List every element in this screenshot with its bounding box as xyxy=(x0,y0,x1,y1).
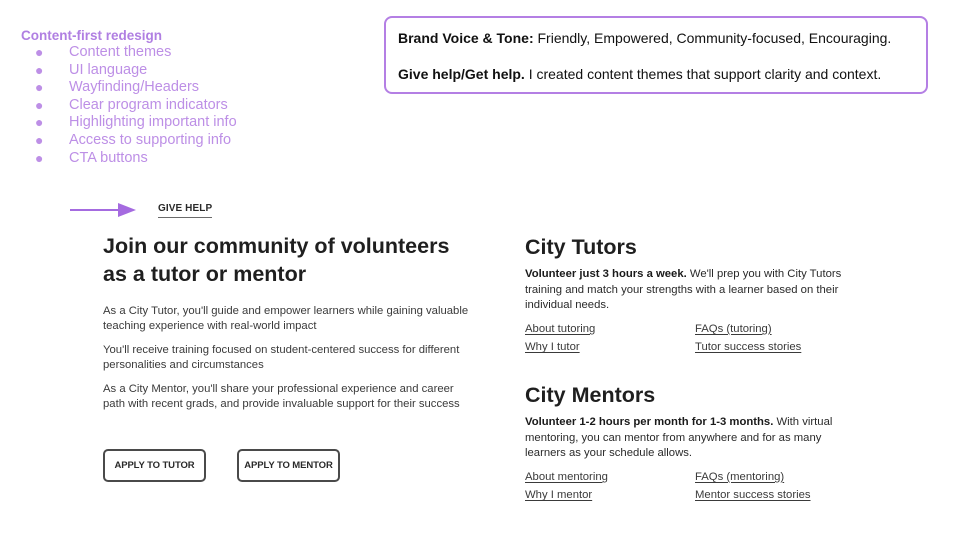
list-item-label: CTA buttons xyxy=(69,149,148,166)
city-tutors-title: City Tutors xyxy=(525,235,637,259)
city-tutors-links xyxy=(525,322,865,356)
about-tutoring-link[interactable]: About tutoring xyxy=(525,322,596,335)
city-mentors-title: City Mentors xyxy=(525,383,656,407)
why-i-mentor-link[interactable]: Why I mentor xyxy=(525,489,593,502)
redesign-list xyxy=(21,44,237,167)
apply-to-tutor-button[interactable]: APPLY TO TUTOR xyxy=(103,449,206,482)
faqs-mentoring-link[interactable]: FAQs (mentoring) xyxy=(695,470,785,483)
city-mentors-lead: Volunteer 1-2 hours per month for 1-3 months. xyxy=(525,416,774,428)
list-item-label: Content themes xyxy=(69,44,172,60)
city-mentors-body: With virtual mentoring, you can mentor from anywhere and for as many learners as your schedule allows. xyxy=(525,416,833,460)
intro-paragraph-tutor: As a City Tutor, you'll guide and empower learners while gaining valuable teaching experience with real-world impact xyxy=(103,305,469,333)
bullet-icon: ● xyxy=(35,44,44,60)
list-item xyxy=(21,79,237,97)
city-tutors-body: We'll prep you with City Tutors training and match your strengths with a learner based on their individual needs. xyxy=(525,268,842,312)
apply-to-mentor-button[interactable]: APPLY TO MENTOR xyxy=(237,449,340,482)
bullet-icon: ● xyxy=(35,96,44,113)
city-tutors-description xyxy=(525,267,865,314)
list-item xyxy=(21,132,237,150)
arrow-right-icon xyxy=(70,201,142,219)
list-item xyxy=(21,44,237,62)
intro-paragraph-mentor: As a City Mentor, you'll share your professional experience and career path with recent grads, and provide invaluable support for their success xyxy=(103,383,460,411)
about-mentoring-link[interactable]: About mentoring xyxy=(525,470,608,483)
brand-voice-box xyxy=(384,16,928,94)
list-item xyxy=(21,97,237,115)
bullet-icon: ● xyxy=(35,131,44,148)
brand-voice-label: Brand Voice & Tone: xyxy=(398,30,534,46)
city-tutors-lead: Volunteer just 3 hours a week. xyxy=(525,268,687,280)
city-mentors-links xyxy=(525,470,865,504)
list-item-label: Clear program indicators xyxy=(69,96,228,113)
give-get-help-text: I created content themes that support clarity and context. xyxy=(524,66,882,82)
bullet-icon: ● xyxy=(35,61,44,78)
bullet-icon: ● xyxy=(35,114,44,131)
list-item xyxy=(21,114,237,132)
redesign-title: Content-first redesign xyxy=(21,28,163,43)
list-item xyxy=(21,62,237,80)
redesign-notes xyxy=(21,27,237,167)
list-item xyxy=(21,150,237,168)
faqs-tutoring-link[interactable]: FAQs (tutoring) xyxy=(695,322,772,335)
bullet-icon: ● xyxy=(35,79,44,96)
intro-paragraph-training: You'll receive training focused on student-centered success for different personalities and circumstances xyxy=(103,344,460,372)
list-item-label: Access to supporting info xyxy=(69,131,232,148)
list-item-label: Highlighting important info xyxy=(69,114,237,131)
list-item-label: Wayfinding/Headers xyxy=(69,79,200,96)
intro-column xyxy=(103,232,473,413)
list-item-label: UI language xyxy=(69,61,148,78)
bullet-icon: ● xyxy=(35,149,44,166)
tutor-success-stories-link[interactable]: Tutor success stories xyxy=(695,341,802,354)
page-title: Join our community of volunteers as a tutor or mentor xyxy=(103,234,450,286)
city-tutors-section xyxy=(525,234,865,356)
brand-voice-line xyxy=(398,30,926,47)
give-get-help-line xyxy=(398,66,926,83)
brand-voice-text: Friendly, Empowered, Community-focused, Encouraging. xyxy=(533,30,892,46)
give-get-help-label: Give help/Get help. xyxy=(398,66,525,82)
why-i-tutor-link[interactable]: Why I tutor xyxy=(525,341,580,354)
city-mentors-section xyxy=(525,382,865,504)
section-label: GIVE HELP xyxy=(158,203,212,218)
city-mentors-description xyxy=(525,415,865,462)
mentor-success-stories-link[interactable]: Mentor success stories xyxy=(695,489,811,502)
